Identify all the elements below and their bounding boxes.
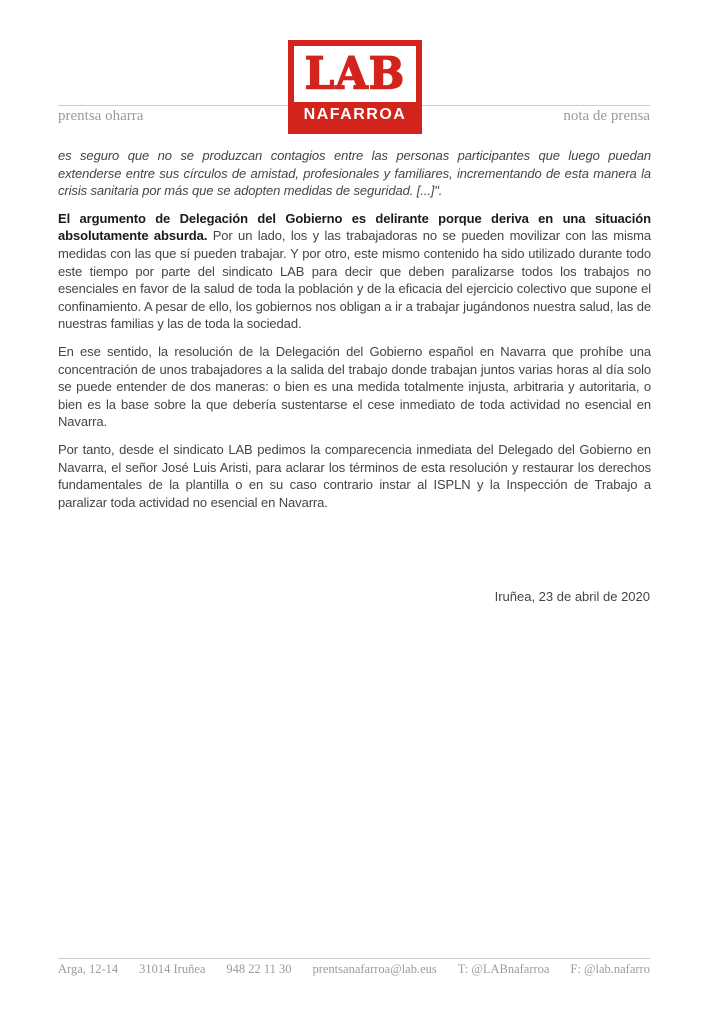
lab-logo-region-band: NAFARROA	[303, 106, 407, 123]
footer-rule	[58, 958, 650, 959]
footer-phone: 948 22 11 30	[226, 962, 292, 976]
header-label-basque: prentsa oharra	[58, 108, 144, 124]
paragraph-argument-lead: El argumento de Delegación del Gobierno es delirante porque deriva en una situación absolutamente absurda.	[58, 210, 651, 244]
footer-email: prentsanafarroa@lab.eus	[312, 962, 437, 976]
footer-twitter: T: @LABnafarroa	[457, 962, 550, 976]
paragraph-argument-rest: Por un lado, los y las trabajadoras no se pueden movilizar con las misma medidas con las que sí pueden trabajar. Y por otro, este mismo contenido ha sido utilizado durante todo este tiempo por parte del sindicato LAB para decir que deben paralizarse todos los trabajos no esenciales en favor de la salud de toda la población y de la eficacia del ejercicio colectivo que supone el confinamiento. A pesar de ello, los gobiernos nos obligan a ir a trabajar jugándonos nuestra salud, las de nuestras familias y las de toda la sociedad.	[58, 228, 652, 332]
footer-address: Arga, 12-14	[58, 962, 119, 976]
paragraph-demand: Por tanto, desde el sindicato LAB pedimos la comparecencia inmediata del Delegado del Gobierno en Navarra, el señor José Luis Aristi, para aclarar los términos de esta resolución y restaurar los derechos fundamentales de la plantilla o en su caso contrario instar al ISPLN y la Inspección de Trabajo a paralizar toda actividad no esencial en Navarra.	[58, 441, 651, 510]
press-release-body	[58, 147, 651, 521]
footer	[58, 962, 650, 977]
paragraph-argument	[58, 210, 651, 333]
dateline: Iruñea, 23 de abril de 2020	[494, 589, 650, 604]
paragraph-quote: es seguro que no se produzcan contagios entre las personas participantes que luego puedan extenderse entre sus círculos de amistad, profesionales y familiares, incrementando de esta manera la crisis sanitaria por más que se adopten medidas de seguridad. [...]".	[58, 148, 651, 199]
header-label-spanish: nota de prensa	[563, 108, 650, 124]
paragraph-resolution: En ese sentido, la resolución de la Delegación del Gobierno español en Navarra que prohíbe una concentración de unos trabajadores a la salida del trabajo donde trabajan juntos varias horas al día solo se puede entender de dos maneras: o bien es una medida totalmente injusta, arbitraria y autoritaria, o bien es la base sobre la que debería sustentarse el cese inmediato de toda actividad no esencial en Navarra.	[58, 343, 651, 430]
footer-facebook: F: @lab.nafarro	[570, 962, 650, 976]
lab-logo-frame	[294, 46, 416, 102]
lab-logo	[288, 40, 422, 134]
footer-postal-city: 31014 Iruñea	[139, 962, 206, 976]
lab-logo-wordmark: LAB	[304, 47, 406, 100]
